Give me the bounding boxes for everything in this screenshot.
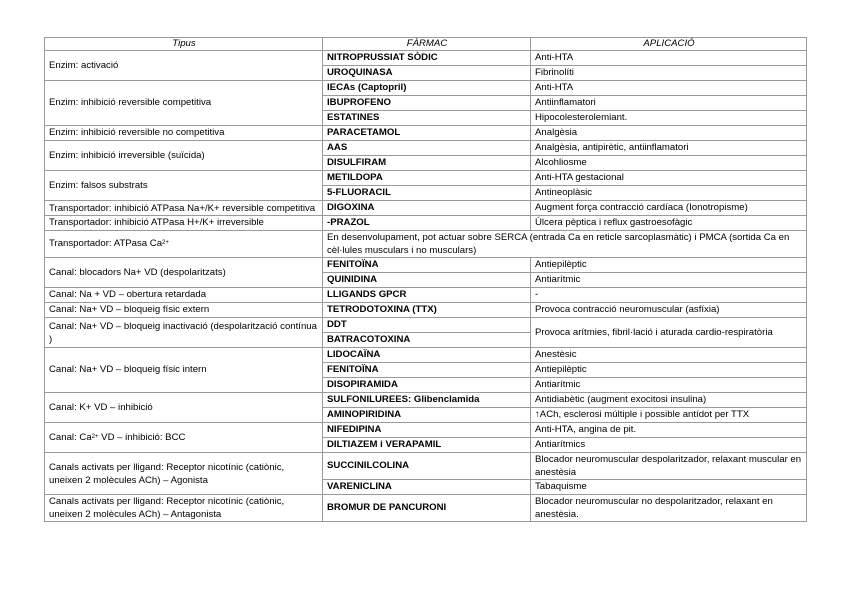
type-cell: Transportador: inhibició ATPasa H+/K+ irreversible	[45, 216, 323, 231]
header-aplicacio: APLICACIÓ	[531, 38, 807, 51]
type-cell	[45, 231, 323, 258]
type-text: Transportador: ATPasa Ca	[49, 238, 163, 249]
table-row	[45, 303, 807, 318]
type-text: VD – inhibició: BCC	[98, 431, 186, 443]
drug-cell: -PRAZOL	[323, 216, 531, 231]
type-cell: Canal: blocadors Na+ VD (despolaritzats)	[45, 258, 323, 288]
table-row	[45, 126, 807, 141]
application-cell: Blocador neuromuscular no despolaritzador, relaxant en anestèsia.	[531, 495, 807, 522]
type-cell: Canals activats per lligand: Receptor nicotínic (catiònic, uneixen 2 molècules ACh) – Agonista	[45, 453, 323, 495]
application-cell: Anti-HTA	[531, 81, 807, 96]
drug-cell: SUCCINILCOLINA	[323, 453, 531, 480]
drug-cell: IBUPROFENO	[323, 96, 531, 111]
type-cell: Enzim: falsos substrats	[45, 171, 323, 201]
type-cell: Canals activats per lligand: Receptor nicotínic (catiònic, uneixen 2 molècules ACh) – Antagonista	[45, 495, 323, 522]
drug-cell: DISOPIRAMIDA	[323, 378, 531, 393]
drug-cell: DIGOXINA	[323, 201, 531, 216]
drug-cell: SULFONILUREES: Glibenclamida	[323, 393, 531, 408]
application-cell: Antiarítmic	[531, 378, 807, 393]
application-cell: Antineoplàsic	[531, 186, 807, 201]
type-cell: Canal: Na + VD – obertura retardada	[45, 288, 323, 303]
drug-cell: BATRACOTOXINA	[323, 333, 531, 348]
header-farmac: FÀRMAC	[323, 38, 531, 51]
drug-cell: NIFEDIPINA	[323, 423, 531, 438]
type-text: Canal: Ca	[49, 431, 92, 443]
superscript: 2+	[91, 433, 99, 440]
type-cell	[45, 423, 323, 453]
table-row	[45, 288, 807, 303]
drug-cell: PARACETAMOL	[323, 126, 531, 141]
drug-cell: LIDOCAÏNA	[323, 348, 531, 363]
application-cell: Augment força contracció cardíaca (Ionotropisme)	[531, 201, 807, 216]
table-row	[45, 216, 807, 231]
application-cell: Alcohliosme	[531, 156, 807, 171]
drug-cell: DISULFIRAM	[323, 156, 531, 171]
application-cell: Anti-HTA, angina de pit.	[531, 423, 807, 438]
table-row	[45, 318, 807, 333]
drug-cell: DILTIAZEM i VERAPAMIL	[323, 438, 531, 453]
type-cell: Enzim: inhibició reversible no competitiva	[45, 126, 323, 141]
application-cell: Antiepilèptic	[531, 258, 807, 273]
table-row	[45, 453, 807, 480]
drug-cell: METILDOPA	[323, 171, 531, 186]
table-row	[45, 423, 807, 438]
application-cell: Analgèsia, antipirètic, antiinflamatori	[531, 141, 807, 156]
drug-cell: VARENICLINA	[323, 480, 531, 495]
header-tipus: Tipus	[45, 38, 323, 51]
drug-cell: NITROPRUSSIAT SÒDIC	[323, 51, 531, 66]
table-row	[45, 393, 807, 408]
application-cell: Analgèsia	[531, 126, 807, 141]
drug-cell: LLIGANDS GPCR	[323, 288, 531, 303]
superscript: 2+	[162, 240, 169, 246]
application-cell: Hipocolesterolemiant.	[531, 111, 807, 126]
type-cell: Canal: K+ VD – inhibició	[45, 393, 323, 423]
table-row	[45, 171, 807, 186]
table-header-row	[45, 38, 807, 51]
drug-cell: ESTATINES	[323, 111, 531, 126]
application-cell: -	[531, 288, 807, 303]
application-cell: Antidiabètic (augment exocitosi insulina)	[531, 393, 807, 408]
table-row	[45, 231, 807, 258]
drug-cell: TETRODOTOXINA (TTX)	[323, 303, 531, 318]
type-cell: Enzim: activació	[45, 51, 323, 81]
drug-cell: QUINIDINA	[323, 273, 531, 288]
drug-cell: AMINOPIRIDINA	[323, 408, 531, 423]
application-cell: Provoca contracció neuromuscular (asfíxia)	[531, 303, 807, 318]
type-cell: Enzim: inhibició irreversible (suïcida)	[45, 141, 323, 171]
application-cell: Anestèsic	[531, 348, 807, 363]
table-row	[45, 258, 807, 273]
table-row	[45, 51, 807, 66]
application-cell: Fibrinolíti	[531, 66, 807, 81]
application-cell: Antiarítmics	[531, 438, 807, 453]
drug-cell: FENITOÏNA	[323, 258, 531, 273]
application-cell: Anti-HTA gestacional	[531, 171, 807, 186]
application-cell: Antiarítmic	[531, 273, 807, 288]
type-cell: Enzim: inhibició reversible competitiva	[45, 81, 323, 126]
drug-cell: FENITOÏNA	[323, 363, 531, 378]
application-cell: Antiepilèptic	[531, 363, 807, 378]
type-cell: Canal: Na+ VD – bloqueig físic extern	[45, 303, 323, 318]
drug-cell: BROMUR DE PANCURONI	[323, 495, 531, 522]
application-cell: Provoca arítmies, fibril·lació i aturada cardio-respiratòria	[531, 318, 807, 348]
drug-cell: DDT	[323, 318, 531, 333]
application-cell: Anti-HTA	[531, 51, 807, 66]
table-row	[45, 141, 807, 156]
type-cell: Transportador: inhibició ATPasa Na+/K+ reversible competitiva	[45, 201, 323, 216]
application-cell: Blocador neuromuscular despolaritzador, relaxant muscular en anestèsia	[531, 453, 807, 480]
application-cell: Antiinflamatori	[531, 96, 807, 111]
application-cell: Úlcera pèptica i reflux gastroesofàgic	[531, 216, 807, 231]
table-row	[45, 81, 807, 96]
drug-cell: IECAs (Captopril)	[323, 81, 531, 96]
table-row	[45, 201, 807, 216]
drug-cell: AAS	[323, 141, 531, 156]
drug-cell: 5-FLUORACIL	[323, 186, 531, 201]
table-row	[45, 495, 807, 522]
drug-cell: UROQUINASA	[323, 66, 531, 81]
type-cell: Canal: Na+ VD – bloqueig físic intern	[45, 348, 323, 393]
type-cell: Canal: Na+ VD – bloqueig inactivació (despolarització contínua )	[45, 318, 323, 348]
pharmacology-table	[44, 37, 807, 522]
application-cell: Tabaquisme	[531, 480, 807, 495]
merged-application-cell: En desenvolupament, pot actuar sobre SERCA (entrada Ca en reticle sarcoplasmàtic) i PMCA (sortida Ca en cèl·lules musculars i no musculars)	[323, 231, 807, 258]
table-row	[45, 348, 807, 363]
application-cell: ↑ACh, esclerosi múltiple i possible antídot per TTX	[531, 408, 807, 423]
